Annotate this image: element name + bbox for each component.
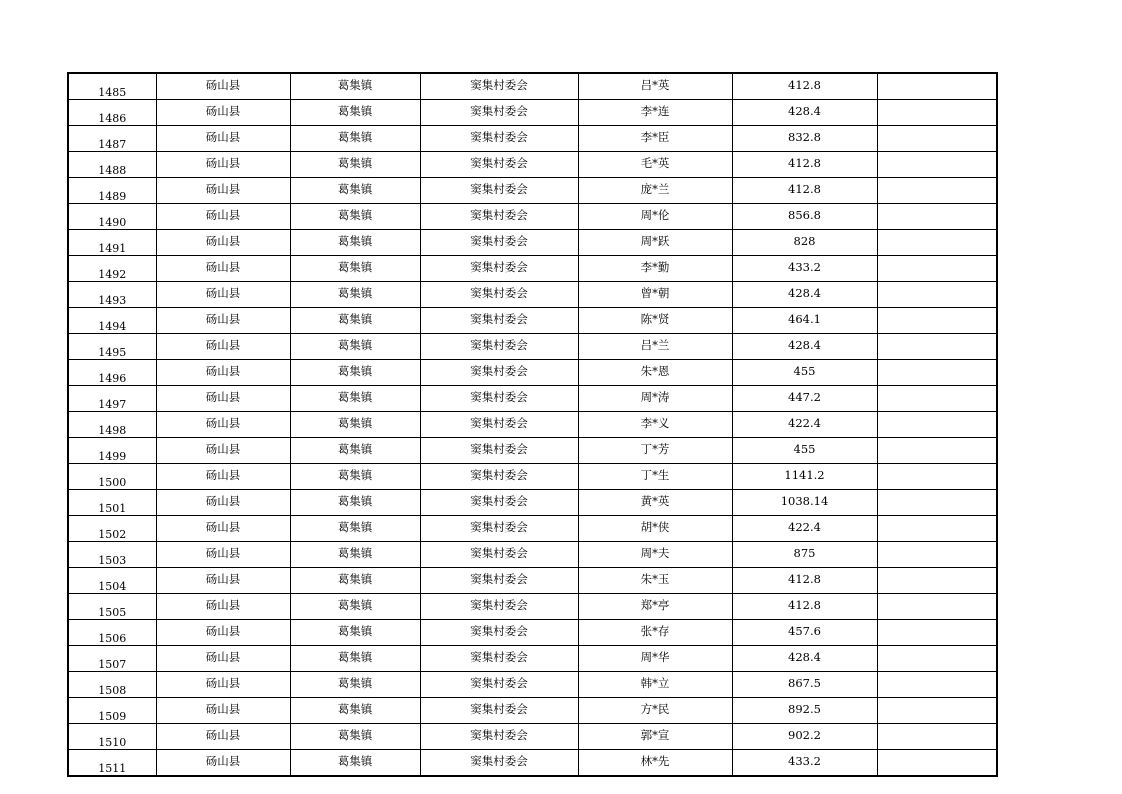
- table-row: [68, 672, 997, 698]
- county-cell: 砀山县: [156, 672, 290, 698]
- county-cell: 砀山县: [156, 126, 290, 152]
- county-cell: 砀山县: [156, 568, 290, 594]
- note-cell: [877, 100, 997, 126]
- note-cell: [877, 490, 997, 516]
- row-index-cell: 1492: [68, 256, 156, 282]
- town-cell: 葛集镇: [290, 620, 420, 646]
- county-cell: 砀山县: [156, 230, 290, 256]
- row-index-cell: 1487: [68, 126, 156, 152]
- village-cell: 窦集村委会: [420, 594, 578, 620]
- table-row: [68, 334, 997, 360]
- note-cell: [877, 204, 997, 230]
- table-row: [68, 204, 997, 230]
- town-cell: 葛集镇: [290, 698, 420, 724]
- village-cell: 窦集村委会: [420, 386, 578, 412]
- town-cell: 葛集镇: [290, 230, 420, 256]
- row-index-cell: 1486: [68, 100, 156, 126]
- note-cell: [877, 230, 997, 256]
- person-name-cell: 周*涛: [578, 386, 732, 412]
- county-cell: 砀山县: [156, 464, 290, 490]
- row-index-cell: 1490: [68, 204, 156, 230]
- note-cell: [877, 308, 997, 334]
- village-cell: 窦集村委会: [420, 256, 578, 282]
- row-index-cell: 1495: [68, 334, 156, 360]
- town-cell: 葛集镇: [290, 438, 420, 464]
- county-cell: 砀山县: [156, 204, 290, 230]
- note-cell: [877, 178, 997, 204]
- roster-table: [67, 72, 998, 777]
- county-cell: 砀山县: [156, 256, 290, 282]
- town-cell: 葛集镇: [290, 334, 420, 360]
- town-cell: 葛集镇: [290, 204, 420, 230]
- row-index-cell: 1502: [68, 516, 156, 542]
- table-row: [68, 750, 997, 777]
- amount-cell: 412.8: [732, 178, 877, 204]
- village-cell: 窦集村委会: [420, 73, 578, 100]
- town-cell: 葛集镇: [290, 308, 420, 334]
- row-index-cell: 1511: [68, 750, 156, 777]
- row-index-cell: 1507: [68, 646, 156, 672]
- note-cell: [877, 646, 997, 672]
- note-cell: [877, 698, 997, 724]
- note-cell: [877, 438, 997, 464]
- person-name-cell: 吕*兰: [578, 334, 732, 360]
- amount-cell: 457.6: [732, 620, 877, 646]
- person-name-cell: 张*存: [578, 620, 732, 646]
- village-cell: 窦集村委会: [420, 620, 578, 646]
- table-row: [68, 620, 997, 646]
- village-cell: 窦集村委会: [420, 204, 578, 230]
- town-cell: 葛集镇: [290, 126, 420, 152]
- table-row: [68, 568, 997, 594]
- town-cell: 葛集镇: [290, 750, 420, 777]
- row-index-cell: 1496: [68, 360, 156, 386]
- table-row: [68, 152, 997, 178]
- town-cell: 葛集镇: [290, 256, 420, 282]
- person-name-cell: 毛*英: [578, 152, 732, 178]
- amount-cell: 428.4: [732, 646, 877, 672]
- table-row: [68, 698, 997, 724]
- amount-cell: 447.2: [732, 386, 877, 412]
- row-index-cell: 1508: [68, 672, 156, 698]
- note-cell: [877, 750, 997, 777]
- county-cell: 砀山县: [156, 100, 290, 126]
- row-index-cell: 1493: [68, 282, 156, 308]
- village-cell: 窦集村委会: [420, 100, 578, 126]
- person-name-cell: 周*伦: [578, 204, 732, 230]
- village-cell: 窦集村委会: [420, 334, 578, 360]
- amount-cell: 892.5: [732, 698, 877, 724]
- note-cell: [877, 126, 997, 152]
- town-cell: 葛集镇: [290, 152, 420, 178]
- row-index-cell: 1505: [68, 594, 156, 620]
- person-name-cell: 周*跃: [578, 230, 732, 256]
- table-row: [68, 438, 997, 464]
- county-cell: 砀山县: [156, 412, 290, 438]
- person-name-cell: 庞*兰: [578, 178, 732, 204]
- town-cell: 葛集镇: [290, 490, 420, 516]
- village-cell: 窦集村委会: [420, 724, 578, 750]
- village-cell: 窦集村委会: [420, 646, 578, 672]
- note-cell: [877, 620, 997, 646]
- village-cell: 窦集村委会: [420, 412, 578, 438]
- amount-cell: 422.4: [732, 412, 877, 438]
- row-index-cell: 1500: [68, 464, 156, 490]
- person-name-cell: 朱*玉: [578, 568, 732, 594]
- note-cell: [877, 568, 997, 594]
- county-cell: 砀山县: [156, 516, 290, 542]
- county-cell: 砀山县: [156, 386, 290, 412]
- amount-cell: 455: [732, 438, 877, 464]
- table-row: [68, 490, 997, 516]
- row-index-cell: 1501: [68, 490, 156, 516]
- county-cell: 砀山县: [156, 750, 290, 777]
- amount-cell: 412.8: [732, 568, 877, 594]
- amount-cell: 422.4: [732, 516, 877, 542]
- amount-cell: 828: [732, 230, 877, 256]
- amount-cell: 875: [732, 542, 877, 568]
- town-cell: 葛集镇: [290, 568, 420, 594]
- county-cell: 砀山县: [156, 490, 290, 516]
- amount-cell: 428.4: [732, 334, 877, 360]
- village-cell: 窦集村委会: [420, 308, 578, 334]
- table-row: [68, 73, 997, 100]
- note-cell: [877, 542, 997, 568]
- town-cell: 葛集镇: [290, 516, 420, 542]
- note-cell: [877, 672, 997, 698]
- village-cell: 窦集村委会: [420, 464, 578, 490]
- person-name-cell: 李*勤: [578, 256, 732, 282]
- county-cell: 砀山县: [156, 334, 290, 360]
- row-index-cell: 1491: [68, 230, 156, 256]
- village-cell: 窦集村委会: [420, 542, 578, 568]
- county-cell: 砀山县: [156, 542, 290, 568]
- table-row: [68, 724, 997, 750]
- person-name-cell: 周*华: [578, 646, 732, 672]
- town-cell: 葛集镇: [290, 724, 420, 750]
- table-row: [68, 594, 997, 620]
- note-cell: [877, 386, 997, 412]
- person-name-cell: 李*义: [578, 412, 732, 438]
- amount-cell: 856.8: [732, 204, 877, 230]
- row-index-cell: 1504: [68, 568, 156, 594]
- row-index-cell: 1506: [68, 620, 156, 646]
- amount-cell: 433.2: [732, 256, 877, 282]
- town-cell: 葛集镇: [290, 386, 420, 412]
- amount-cell: 867.5: [732, 672, 877, 698]
- note-cell: [877, 256, 997, 282]
- person-name-cell: 林*先: [578, 750, 732, 777]
- person-name-cell: 周*夫: [578, 542, 732, 568]
- village-cell: 窦集村委会: [420, 230, 578, 256]
- amount-cell: 433.2: [732, 750, 877, 777]
- row-index-cell: 1494: [68, 308, 156, 334]
- village-cell: 窦集村委会: [420, 698, 578, 724]
- table-row: [68, 412, 997, 438]
- table-row: [68, 464, 997, 490]
- note-cell: [877, 464, 997, 490]
- table-row: [68, 360, 997, 386]
- person-name-cell: 李*连: [578, 100, 732, 126]
- town-cell: 葛集镇: [290, 282, 420, 308]
- table-row: [68, 256, 997, 282]
- village-cell: 窦集村委会: [420, 152, 578, 178]
- village-cell: 窦集村委会: [420, 282, 578, 308]
- village-cell: 窦集村委会: [420, 516, 578, 542]
- village-cell: 窦集村委会: [420, 490, 578, 516]
- note-cell: [877, 516, 997, 542]
- county-cell: 砀山县: [156, 282, 290, 308]
- village-cell: 窦集村委会: [420, 672, 578, 698]
- person-name-cell: 陈*贤: [578, 308, 732, 334]
- note-cell: [877, 152, 997, 178]
- town-cell: 葛集镇: [290, 178, 420, 204]
- town-cell: 葛集镇: [290, 360, 420, 386]
- row-index-cell: 1489: [68, 178, 156, 204]
- town-cell: 葛集镇: [290, 73, 420, 100]
- person-name-cell: 丁*生: [578, 464, 732, 490]
- row-index-cell: 1488: [68, 152, 156, 178]
- amount-cell: 1141.2: [732, 464, 877, 490]
- village-cell: 窦集村委会: [420, 126, 578, 152]
- village-cell: 窦集村委会: [420, 360, 578, 386]
- person-name-cell: 郭*宣: [578, 724, 732, 750]
- table-row: [68, 308, 997, 334]
- row-index-cell: 1510: [68, 724, 156, 750]
- table-row: [68, 100, 997, 126]
- amount-cell: 412.8: [732, 152, 877, 178]
- person-name-cell: 朱*恩: [578, 360, 732, 386]
- village-cell: 窦集村委会: [420, 568, 578, 594]
- person-name-cell: 胡*侠: [578, 516, 732, 542]
- amount-cell: 412.8: [732, 594, 877, 620]
- row-index-cell: 1509: [68, 698, 156, 724]
- county-cell: 砀山县: [156, 724, 290, 750]
- county-cell: 砀山县: [156, 438, 290, 464]
- table-row: [68, 386, 997, 412]
- note-cell: [877, 282, 997, 308]
- row-index-cell: 1499: [68, 438, 156, 464]
- amount-cell: 412.8: [732, 73, 877, 100]
- village-cell: 窦集村委会: [420, 438, 578, 464]
- county-cell: 砀山县: [156, 178, 290, 204]
- note-cell: [877, 724, 997, 750]
- amount-cell: 1038.14: [732, 490, 877, 516]
- row-index-cell: 1485: [68, 73, 156, 100]
- county-cell: 砀山县: [156, 594, 290, 620]
- county-cell: 砀山县: [156, 152, 290, 178]
- county-cell: 砀山县: [156, 360, 290, 386]
- village-cell: 窦集村委会: [420, 178, 578, 204]
- table-row: [68, 178, 997, 204]
- table-row: [68, 646, 997, 672]
- county-cell: 砀山县: [156, 646, 290, 672]
- person-name-cell: 曾*朝: [578, 282, 732, 308]
- town-cell: 葛集镇: [290, 464, 420, 490]
- table-row: [68, 516, 997, 542]
- table-row: [68, 542, 997, 568]
- table-body: [68, 73, 997, 776]
- amount-cell: 428.4: [732, 282, 877, 308]
- person-name-cell: 吕*英: [578, 73, 732, 100]
- person-name-cell: 黄*英: [578, 490, 732, 516]
- amount-cell: 902.2: [732, 724, 877, 750]
- person-name-cell: 郑*亭: [578, 594, 732, 620]
- town-cell: 葛集镇: [290, 646, 420, 672]
- note-cell: [877, 360, 997, 386]
- note-cell: [877, 73, 997, 100]
- amount-cell: 832.8: [732, 126, 877, 152]
- person-name-cell: 李*臣: [578, 126, 732, 152]
- amount-cell: 455: [732, 360, 877, 386]
- village-cell: 窦集村委会: [420, 750, 578, 777]
- county-cell: 砀山县: [156, 73, 290, 100]
- town-cell: 葛集镇: [290, 542, 420, 568]
- county-cell: 砀山县: [156, 698, 290, 724]
- town-cell: 葛集镇: [290, 100, 420, 126]
- row-index-cell: 1497: [68, 386, 156, 412]
- table-row: [68, 282, 997, 308]
- county-cell: 砀山县: [156, 308, 290, 334]
- county-cell: 砀山县: [156, 620, 290, 646]
- row-index-cell: 1498: [68, 412, 156, 438]
- amount-cell: 428.4: [732, 100, 877, 126]
- table-row: [68, 126, 997, 152]
- town-cell: 葛集镇: [290, 594, 420, 620]
- note-cell: [877, 334, 997, 360]
- note-cell: [877, 412, 997, 438]
- town-cell: 葛集镇: [290, 412, 420, 438]
- table-row: [68, 230, 997, 256]
- row-index-cell: 1503: [68, 542, 156, 568]
- amount-cell: 464.1: [732, 308, 877, 334]
- person-name-cell: 方*民: [578, 698, 732, 724]
- person-name-cell: 韩*立: [578, 672, 732, 698]
- town-cell: 葛集镇: [290, 672, 420, 698]
- person-name-cell: 丁*芳: [578, 438, 732, 464]
- note-cell: [877, 594, 997, 620]
